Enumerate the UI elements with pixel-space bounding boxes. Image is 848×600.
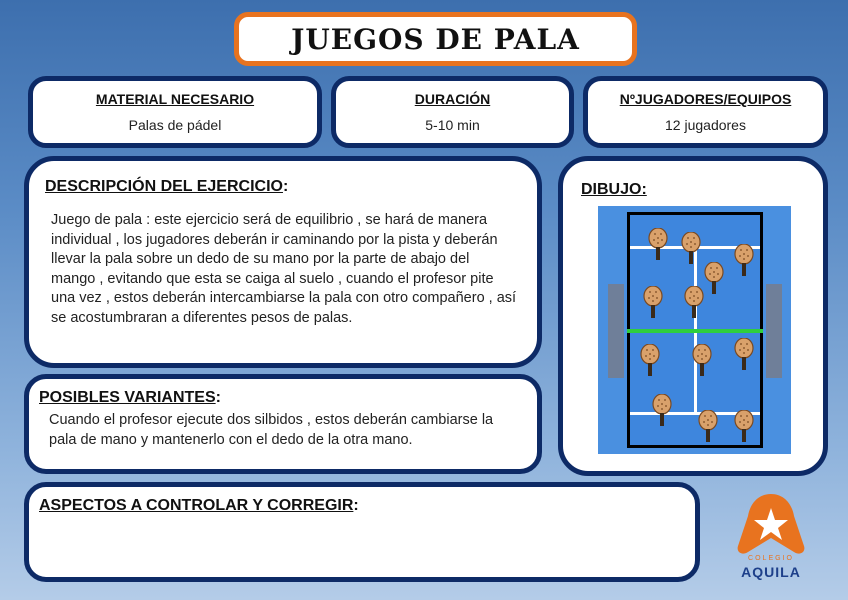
logo-small-text: COLEGIO — [748, 555, 794, 562]
right-wall — [766, 284, 782, 378]
descripcion-card — [24, 156, 542, 368]
paddle-icon — [692, 344, 712, 378]
descripcion-label: DESCRIPCIÓN DEL EJERCICIO — [45, 178, 283, 195]
variantes-card — [24, 374, 542, 474]
aspectos-heading — [39, 497, 359, 515]
variantes-text: Cuando el profesor ejecute dos silbidos , estos deberán cambiarse la pala de mano y mantenerlo con el dedo de la otra mano. — [49, 412, 494, 448]
jugadores-card — [583, 76, 828, 148]
variantes-heading — [39, 389, 221, 407]
court-net — [627, 329, 763, 333]
paddle-icon — [734, 410, 754, 444]
descripcion-colon: : — [282, 178, 289, 195]
material-label: MATERIAL NECESARIO — [95, 91, 255, 107]
paddle-icon — [734, 244, 754, 278]
material-value: Palas de pádel — [128, 117, 222, 133]
dibujo-label: DIBUJO: — [581, 181, 647, 198]
aspectos-card — [24, 482, 700, 582]
paddle-icon — [698, 410, 718, 444]
aspectos-colon: : — [353, 497, 359, 514]
duracion-value: 5-10 min — [425, 117, 480, 133]
descripcion-heading — [45, 178, 288, 196]
descripcion-text: Juego de pala : este ejercicio será de equilibrio , se hará de manera individual , los jugadores deberán ir caminando por la pista y deberán llevar la pala sobre un dedo de su mano por la parte de abajo del mango , evitando que esta se caiga al suelo , cuando el profesor pite una vez , estos deberán intercambiarse la pala con otro compañero , así se acostumbraran a diferentes pesos de palas. — [51, 212, 517, 326]
duracion-label: DURACIÓN — [414, 91, 491, 107]
paddle-icon — [640, 344, 660, 378]
variantes-label: POSIBLES VARIANTES — [39, 389, 216, 406]
title-box — [234, 12, 637, 66]
paddle-icon — [643, 286, 663, 320]
page-title: JUEGOS DE PALA — [291, 22, 580, 56]
jugadores-value: 12 jugadores — [665, 117, 746, 133]
aspectos-label: ASPECTOS A CONTROLAR Y CORREGIR — [39, 497, 354, 514]
paddle-icon — [648, 228, 668, 262]
material-card — [28, 76, 322, 148]
paddle-icon — [652, 394, 672, 428]
duracion-card — [331, 76, 574, 148]
jugadores-label: NºJUGADORES/EQUIPOS — [619, 91, 792, 107]
variantes-colon: : — [215, 389, 221, 406]
paddle-icon — [684, 286, 704, 320]
paddle-icon — [734, 338, 754, 372]
paddle-icon — [681, 232, 701, 266]
paddle-icon — [704, 262, 724, 296]
logo-name-text: AQUILA — [741, 564, 801, 580]
left-wall — [608, 284, 624, 378]
